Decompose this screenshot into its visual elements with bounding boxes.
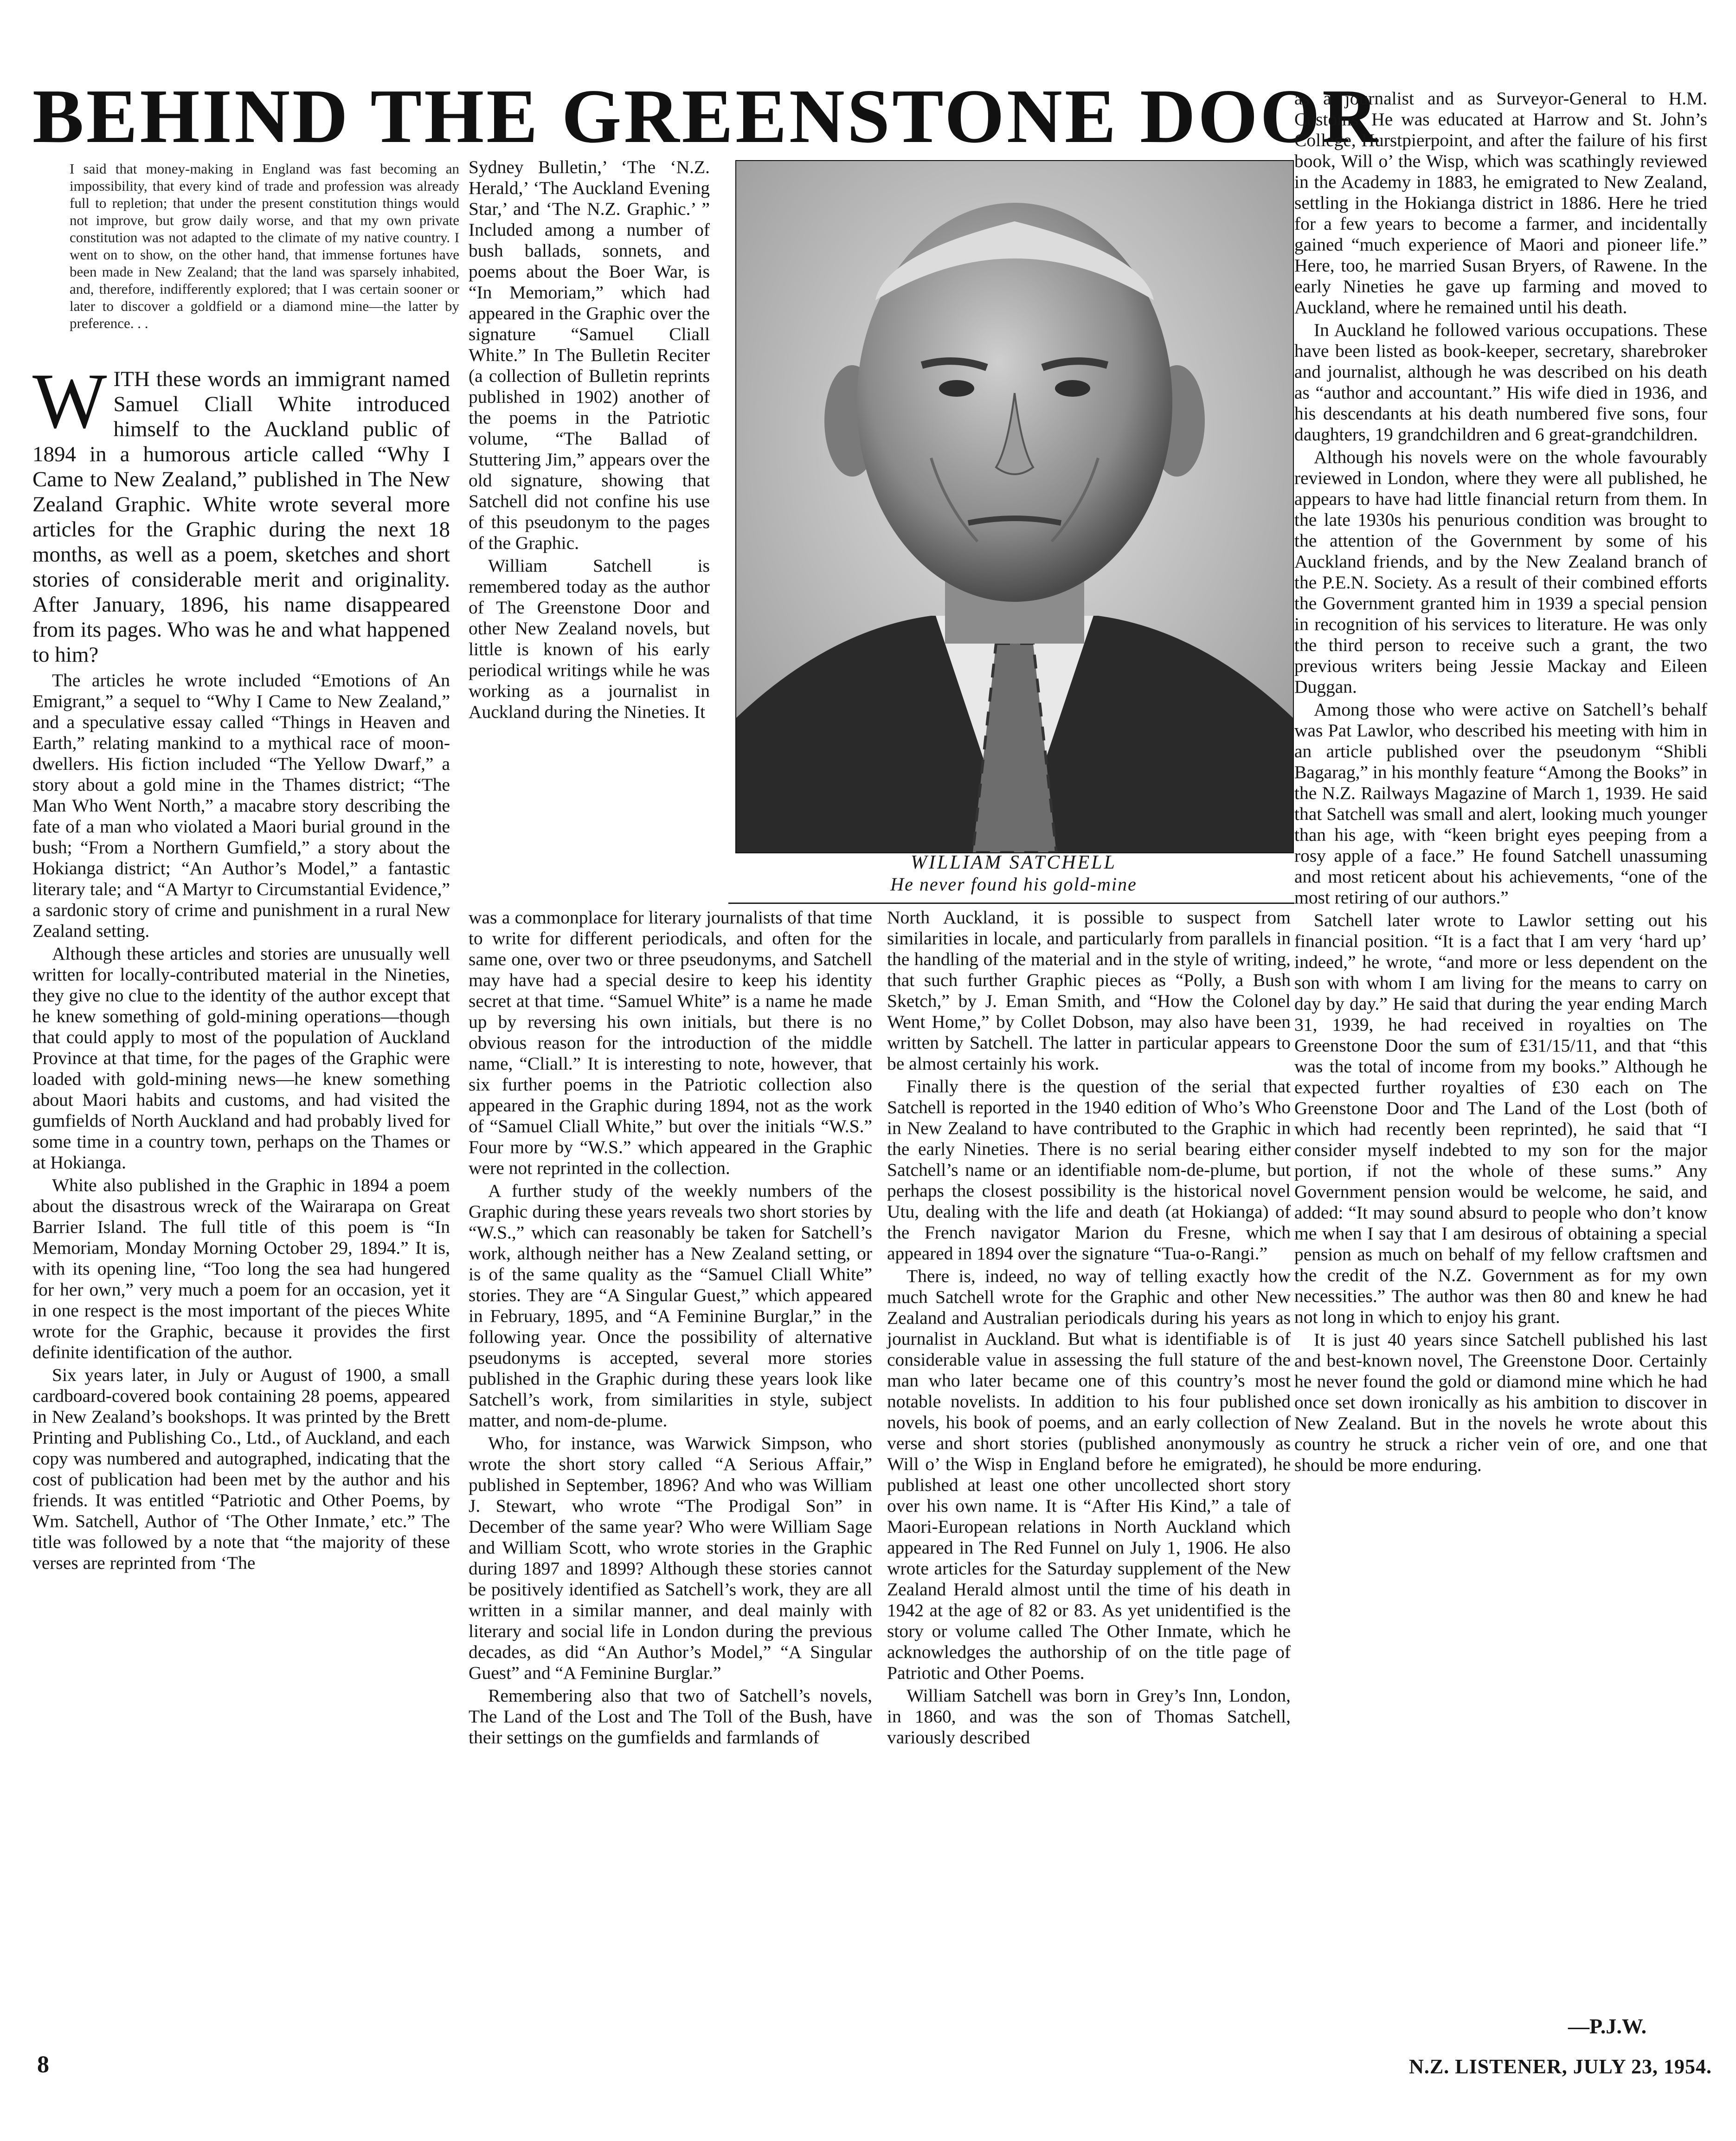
intro-quote: I said that money-making in England was fast becoming an impossibility, that every kind of trade and profession was already full to repletion; that under the present constitution things would not improve, but grow daily worse, and that my own private constitution was not adapted to the climate of my native country. I went on to show, on the other hand, that immense fortunes have been made in New Zealand; that the land was sparsely inhabited, and, therefore, indifferently explored; that I was certain sooner or later to discover a goldfield or a diamond mine—the latter by preference. . . <box>70 161 459 331</box>
paragraph: Sydney Bulletin,’ ‘The ‘N.Z. Herald,’ ‘The Auckland Evening Star,’ and ‘The N.Z. Graphic.’ ” Included among a number of bush ballads, sonnets, and poems about the Boer War, is “In Memoriam,” which had appeared in the Graphic over the signature “Samuel Cliall White.” In The Bulletin Reciter (a collection of Bulletin reprints published in 1902) another of the poems in the Patriotic volume, “The Ballad of Stuttering Jim,” appears over the old signature, showing that Satchell did not confine his use of this pseudonym to the pages of the Graphic. <box>469 157 710 553</box>
column-3 <box>887 907 1291 1750</box>
paragraph: William Satchell is remembered today as the author of The Greenstone Door and other New Zealand novels, but little is known of his early periodical writings while he was working as a journalist in Auckland during the Nineties. It <box>469 555 710 722</box>
lead-paragraph <box>32 357 450 667</box>
paragraph: Satchell later wrote to Lawlor setting out his financial position. “It is a fact that I am very ‘hard up’ indeed,” he wrote, “and more or less dependent on the son with whom I am living for the means to carry on day by day.” He said that during the year ending March 31, 1939, he had received in royalties on The Greenstone Door the sum of £31/15/11, and that “this was the total of income from my books.” Although he expected further royalties of £30 each on The Greenstone Door and The Land of the Lost (both of which had recently been reprinted), he said that “I consider myself indebted to my son for the major portion, if not the whole of these sums.” Any Government pension would be welcome, he said, and added: “It may sound absurd to people who don’t know me when I say that I am desirous of obtaining a special pension as much on behalf of my fellow craftsmen and the credit of the N.Z. Government as for my own necessities.” The author was then 80 and knew he had not long in which to enjoy his grant. <box>1294 910 1707 1327</box>
column-2 <box>469 907 872 1750</box>
paragraph: Finally there is the question of the serial that Satchell is reported in the 1940 edition of Who’s Who in New Zealand to have contributed to the Graphic in the early Nineties. There is no serial bearing either Satchell’s name or an identifiable nom-de-plume, but perhaps the closest possibility is the historical novel Utu, dealing with the life and death (at Hokianga) of the French navigator Marion du Fresne, which appeared in 1894 over the signature “Tua-o-Rangi.” <box>887 1076 1291 1264</box>
paragraph: as a journalist and as Surveyor-General to H.M. Customs. He was educated at Harrow and St. John’s College, Hurstpierpoint, and after the failure of his first book, Will o’ the Wisp, which was scathingly reviewed in the Academy in 1883, he emigrated to New Zealand, settling in the Hokianga district in 1886. Here he tried for a few years to become a farmer, and incidentally gained “much experience of Maori and pioneer life.” Here, too, he married Susan Bryers, of Rawene. In the early Nineties he gave up farming and moved to Auckland, where he remained until his death. <box>1294 88 1707 317</box>
drop-cap: W <box>32 357 107 445</box>
page-number: 8 <box>37 2051 49 2078</box>
paragraph: A further study of the weekly numbers of the Graphic during these years reveals two short stories by “W.S.,” which can reasonably be taken for Satchell’s work, although neither has a New Zealand setting, or is of the same quality as the “Samuel Cliall White” stories. They are “A Singular Guest,” which appeared in February, 1895, and “A Feminine Burglar,” in the following year. Once the possibility of alternative pseudonyms is accepted, several more stories published in the Graphic during these years look like Satchell’s work, from similarities in style, subject matter, and nom-de-plume. <box>469 1180 872 1431</box>
paragraph: Six years later, in July or August of 1900, a small cardboard-covered book containing 28 poems, appeared in New Zealand’s bookshops. It was printed by the Brett Printing and Publishing Co., Ltd., of Auckland, and each copy was numbered and autographed, indicating that the cost of publication had been met by the author and his friends. It was entitled “Patriotic and Other Poems, by Wm. Satchell, Author of ‘The Other Inmate,’ etc.” The title was followed by a note that “the majority of these verses are reprinted from ‘The <box>32 1365 450 1573</box>
column-4 <box>1294 88 1707 1477</box>
paragraph: It is just 40 years since Satchell published his last and best-known novel, The Greenstone Door. Certainly he never found the gold or diamond mine which he had once set down ironically as his ambition to discover in New Zealand. But in the novels he wrote about this country he struck a richer vein of ore, and one that should be more enduring. <box>1294 1329 1707 1475</box>
column-1 <box>32 357 450 1575</box>
author-signature: —P.J.W. <box>1568 2014 1647 2038</box>
photo-caption-name: WILLIAM SATCHELL <box>911 852 1117 873</box>
paragraph: was a commonplace for literary journalists of that time to write for different periodicals, and often for the same one, over two or three pseudonyms, and Satchell may have had a special desire to keep his identity secret at that time. “Samuel White” is a name he made up by reversing his own initials, but there is no obvious reason for the introduction of the middle name, “Cliall.” It is interesting to note, however, that six further poems in the Patriotic collection also appeared in the Graphic during 1894, not as the work of “Samuel Cliall White,” but over the initials “W.S.” Four more by “W.S.” which appeared in the Graphic were not reprinted in the collection. <box>469 907 872 1178</box>
paragraph: William Satchell was born in Grey’s Inn, London, in 1860, and was the son of Thomas Satchell, variously described <box>887 1685 1291 1748</box>
paragraph: There is, indeed, no way of telling exactly how much Satchell wrote for the Graphic and other New Zealand and Australian periodicals during his years as journalist in Auckland. But what is identifiable is of considerable value in assessing the full stature of the man who later became one of this country’s most notable novelists. In addition to his four published novels, his book of poems, and an early collection of verse and short stories (published anonymously as Will o’ the Wisp in England before he emigrated), he published at least one other uncollected short story over his own name. It is “After His Kind,” a tale of Maori-European relations in North Auckland which appeared in The Red Funnel on July 1, 1906. He also wrote articles for the Saturday supplement of the New Zealand Herald almost until the time of his death in 1942 at the age of 82 or 83. As yet unidentified is the story or volume called The Other Inmate, which he acknowledges the authorship of on the title page of Patriotic and Other Poems. <box>887 1266 1291 1683</box>
paragraph: Among those who were active on Satchell’s behalf was Pat Lawlor, who described his meeting with him in an article published over the pseudonym “Shibli Bagarag,” in his monthly feature “Among the Books” in the N.Z. Railways Magazine of March 1, 1939. He said that Satchell was small and alert, looking much younger than his age, with “keen bright eyes peeping from a rosy apple of a face.” He found Satchell unassuming and most reticent about his achievements, “one of the most retiring of our authors.” <box>1294 699 1707 908</box>
publication-footer: N.Z. LISTENER, JULY 23, 1954. <box>1409 2055 1712 2078</box>
paragraph: North Auckland, it is possible to suspect from similarities in locale, and particularly from parallels in the handling of the material and in the style of writing, that such further Graphic pieces as “Polly, a Bush Sketch,” by J. Eman Smith, and “How the Colonel Went Home,” by Collet Dobson, may also have been written by Satchell. The latter in particular appears to be almost certainly his work. <box>887 907 1291 1074</box>
paragraph: In Auckland he followed various occupations. These have been listed as book-keeper, secretary, sharebroker and journalist, although he was described on his death as “author and accountant.” His wife died in 1936, and his descendants at his death numbered five sons, four daughters, 19 grandchildren and 6 great-grandchildren. <box>1294 320 1707 445</box>
lead-text: ITH these words an immigrant named Samuel Cliall White introduced himself to the Auckland public of 1894 in a humorous article called “Why I Came to New Zealand,” published in The New Zealand Graphic. White wrote several more articles for the Graphic during the next 18 months, as well as a poem, sketches and short stories of considerable merit and originality. After January, 1896, his name disappeared from its pages. Who was he and what happened to him? <box>32 367 450 667</box>
column-2-top <box>469 157 710 724</box>
portrait-photo <box>735 160 1294 853</box>
paragraph: The articles he wrote included “Emotions of An Emigrant,” a sequel to “Why I Came to New Zealand,” and a speculative essay called “Things in Heaven and Earth,” relating mankind to a mythical race of moon-dwellers. His fiction included “The Yellow Dwarf,” a story about a gold mine in the Thames district; “The Man Who Went North,” a macabre story describing the fate of a man who violated a Maori burial ground in the bush; “From a Northern Gumfield,” a story about the Hokianga district; “An Author’s Model,” a fantastic literary tale; and “A Martyr to Circumstantial Evidence,” a sardonic story of crime and punishment in a rural New Zealand setting. <box>32 670 450 941</box>
paragraph: Remembering also that two of Satchell’s novels, The Land of the Lost and The Toll of the Bush, have their settings on the gumfields and farmlands of <box>469 1685 872 1748</box>
photo-caption-subtitle: He never found his gold-mine <box>890 874 1137 895</box>
portrait-illustration <box>736 161 1293 852</box>
paragraph: White also published in the Graphic in 1894 a poem about the disastrous wreck of the Wairarapa on Great Barrier Island. The full title of this poem is “In Memoriam, Monday Morning October 29, 1894.” It is, with its opening line, “Too long the sea had hungered for her own,” very much a poem for an occasion, yet it in one respect is the most important of the pieces White wrote for the Graphic, because it provides the first definite identification of the author. <box>32 1175 450 1362</box>
paragraph: Although his novels were on the whole favourably reviewed in London, where they were all published, he appears to have had little financial return from them. In the late 1930s his penurious condition was brought to the attention of the Government by some of his Auckland friends, and by the New Zealand branch of the P.E.N. Society. As a result of their combined efforts the Government granted him in 1939 a special pension in recognition of his services to literature. He was only the third person to receive such a grant, the two previous writers being Jessie Mackay and Eileen Duggan. <box>1294 447 1707 697</box>
paragraph: Although these articles and stories are unusually well written for locally-contributed material in the Nineties, they give no clue to the identity of the author except that he knew something of gold-mining operations—though that could apply to most of the population of Auckland Province at that time, for the pages of the Graphic were loaded with gold-mining news—he knew something about Maori habits and customs, and had visited the gumfields of North Auckland and had probably lived for some time in a country town, perhaps on the Thames or at Hokianga. <box>32 943 450 1173</box>
paragraph: Who, for instance, was Warwick Simpson, who wrote the short story called “A Serious Affair,” published in September, 1896? And who was William J. Stewart, who wrote “The Prodigal Son” in December of the same year? Who were William Sage and William Scott, who wrote stories in the Graphic during 1897 and 1899? Although these stories cannot be positively identified as Satchell’s work, they are all written in a similar manner, and deal mainly with literary and social life in London during the previous decades, as did “An Author’s Model,” “A Singular Guest” and “A Feminine Burglar.” <box>469 1433 872 1683</box>
caption-divider <box>728 903 1294 904</box>
page-title: BEHIND THE GREENSTONE DOOR <box>32 73 1381 159</box>
